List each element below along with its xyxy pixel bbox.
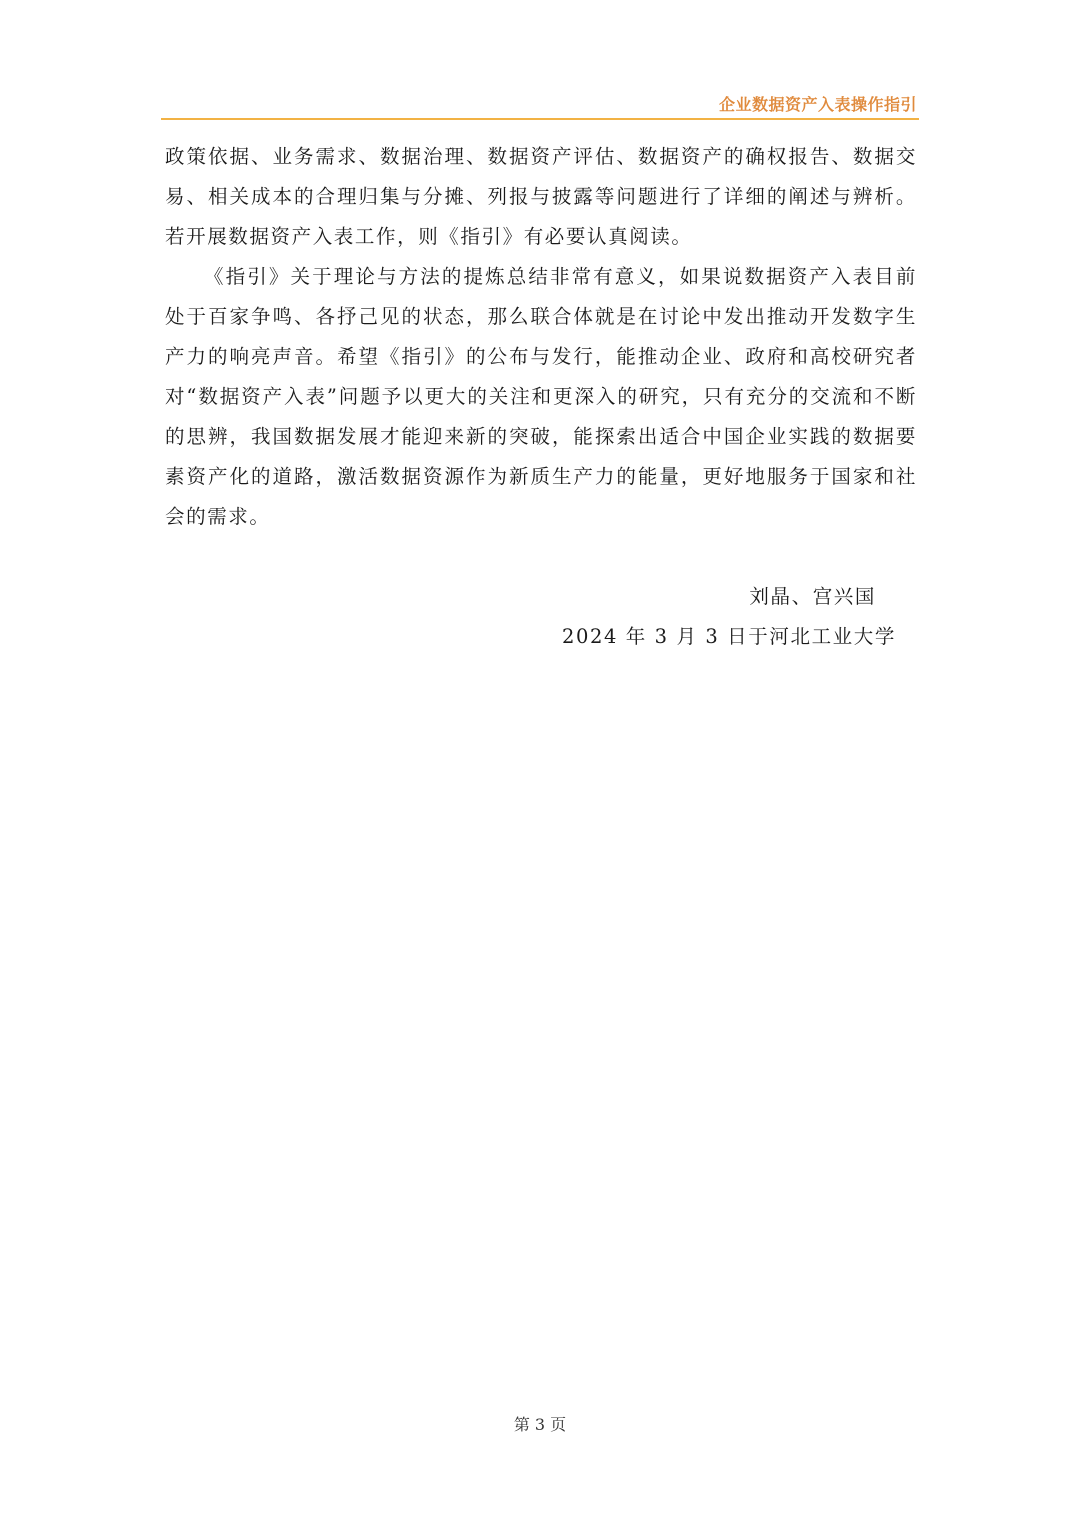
signature-authors: 刘晶、宫兴国 (749, 585, 876, 608)
paragraph-1: 政策依据、业务需求、数据治理、数据资产评估、数据资产的确权报告、数据交易、相关成本的合理归集与分摊、列报与披露等问题进行了详细的阐述与辨析。若开展数据资产入表工作，则《指引》有必要认真阅读。 (165, 145, 917, 248)
document-title: 企业数据资产入表操作指引 (718, 95, 917, 114)
page-number: 第 3 页 (513, 1415, 567, 1434)
paragraph-2: 《指引》关于理论与方法的提炼总结非常有意义，如果说数据资产入表目前处于百家争鸣、各抒己见的状态，那么联合体就是在讨论中发出推动开发数字生产力的响亮声音。希望《指引》的公布与发行，能推动企业、政府和高校研究者对“数据资产入表”问题予以更大的关注和更深入的研究，只有充分的交流和不断的思辨，我国数据发展才能迎来新的突破，能探索出适合中国企业实践的数据要素资产化的道路，激活数据资源作为新质生产力的能量，更好地服务于国家和社会的需求。 (165, 265, 917, 528)
signature-date-place: 2024 年 3 月 3 日于河北工业大学 (561, 625, 896, 648)
header-divider (161, 118, 919, 120)
signature-block (562, 577, 896, 657)
body-text (165, 137, 917, 537)
page-header (161, 88, 919, 120)
